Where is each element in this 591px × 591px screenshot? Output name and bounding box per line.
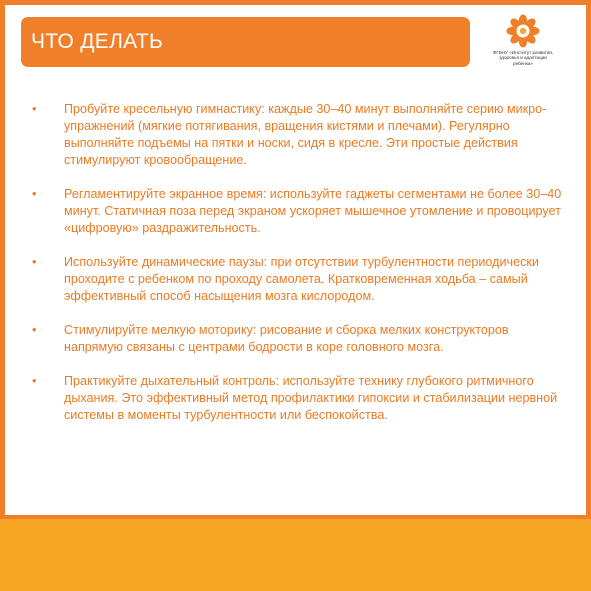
- institute-logo: [487, 14, 559, 74]
- list-item-text: Пробуйте кресельную гимнастику: каждые 30–40 минут выполняйте серию микро-упражнений (мягкие потягивания, вращения кистями и плечами). Регулярно выполняйте подъемы на пятки и носки, сидя в кресле. Эти простые действия стимулируют кровообращение.: [64, 102, 547, 167]
- title-bar: [21, 17, 470, 67]
- list-item: [28, 186, 563, 237]
- recommendations-list: [28, 101, 563, 441]
- logo-caption: ФГБНУ «Институт развития, здоровья и адаптации ребенка»: [492, 50, 554, 66]
- list-item-text: Используйте динамические паузы: при отсутствии турбулентности периодически проходите с ребенком по проходу самолета. Кратковременная ходьба – самый эффективный способ насыщения мозга кислородом.: [64, 255, 539, 303]
- bullet-icon: •: [32, 255, 37, 269]
- list-item-text: Стимулируйте мелкую моторику: рисование и сборка мелких конструкторов напрямую связаны с центрами бодрости в коре головного мозга.: [64, 323, 509, 354]
- bullet-icon: •: [32, 323, 37, 337]
- list-item-text: Регламентируйте экранное время: используйте гаджеты сегментами не более 30–40 минут. Статичная поза перед экраном ускоряет мышечное утомление и провоцирует «цифровую» раздражительность.: [64, 187, 562, 235]
- bullet-icon: •: [32, 102, 37, 116]
- bullet-icon: •: [32, 374, 37, 388]
- bullet-icon: •: [32, 187, 37, 201]
- page-title: ЧТО ДЕЛАТЬ: [31, 30, 164, 53]
- list-item: [28, 254, 563, 305]
- flower-logo-icon: [506, 14, 540, 48]
- list-item: [28, 373, 563, 424]
- list-item: [28, 322, 563, 356]
- list-item: [28, 101, 563, 169]
- list-item-text: Практикуйте дыхательный контроль: используйте технику глубокого ритмичного дыхания. Это эффективный метод профилактики гипоксии и стабилизации нервной системы в моменты турбулентности или беспокойства.: [64, 374, 558, 422]
- footer-band: [0, 515, 591, 591]
